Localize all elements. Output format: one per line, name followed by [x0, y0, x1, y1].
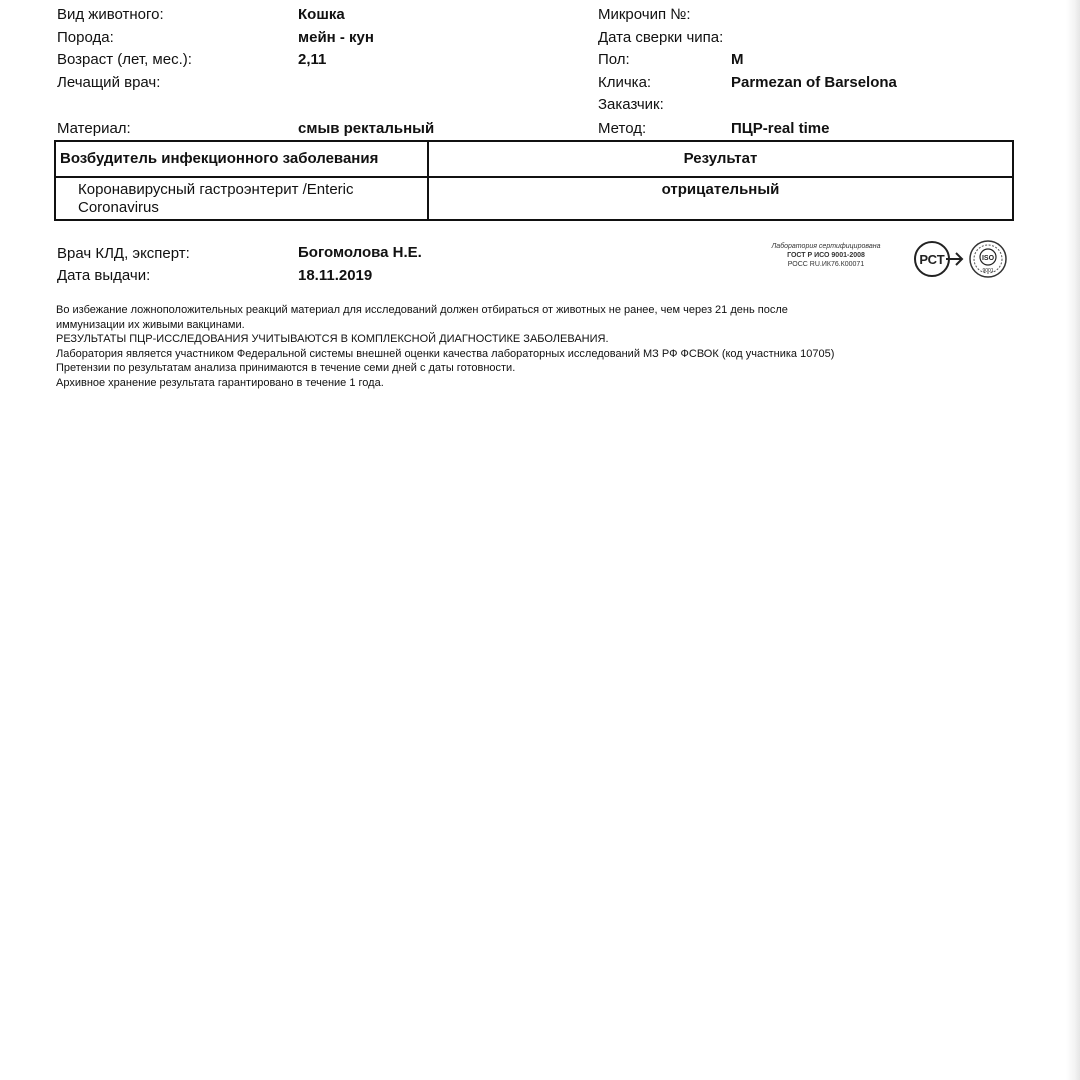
sex-label: Пол: — [598, 51, 630, 68]
breed-value: мейн - кун — [298, 29, 374, 46]
note-line: Претензии по результатам анализа принимаются в течение семи дней с даты готовности. — [56, 362, 516, 374]
result-cell: отрицательный — [428, 177, 1013, 220]
name-label: Кличка: — [598, 74, 652, 91]
issue-date-label: Дата выдачи: — [57, 267, 151, 284]
pathogen-name-line1: Коронавирусный гастроэнтерит /Enteric — [78, 181, 354, 198]
client-label: Заказчик: — [598, 96, 664, 113]
rst-logo-icon — [915, 242, 962, 276]
material-value: смыв ректальный — [298, 120, 435, 137]
species-value: Кошка — [298, 6, 345, 23]
results-table — [54, 140, 1014, 221]
table-row — [55, 177, 1013, 220]
microchip-label: Микрочип №: — [598, 6, 691, 23]
certification-text — [745, 242, 907, 269]
pathogen-name-line2: Coronavirus — [78, 199, 159, 216]
note-line: Лаборатория является участником Федеральной системы внешней оценки качества лабораторных исследований МЗ РФ ФСВОК (код участника 10705) — [56, 347, 835, 360]
material-label: Материал: — [57, 120, 131, 137]
issue-date-value: 18.11.2019 — [298, 267, 373, 284]
expert-label: Врач КЛД, эксперт: — [57, 245, 190, 262]
sex-value: М — [731, 51, 744, 68]
species-label: Вид животного: — [57, 6, 164, 23]
method-value: ПЦР-real time — [731, 120, 830, 137]
name-value: Parmezan of Barselona — [731, 74, 897, 91]
certification-block — [745, 238, 1015, 282]
method-label: Метод: — [598, 120, 647, 137]
age-label: Возраст (лет, мес.): — [57, 51, 192, 68]
breed-label: Порода: — [57, 29, 114, 46]
result-column-header: Результат — [428, 141, 1013, 177]
note-line: РЕЗУЛЬТАТЫ ПЦР-ИССЛЕДОВАНИЯ УЧИТЫВАЮТСЯ В КОМПЛЕКСНОЙ ДИАГНОСТИКЕ ЗАБОЛЕВАНИЯ. — [56, 333, 609, 345]
certification-line3: РОСС RU.ИК76.К00071 — [787, 261, 865, 268]
age-value: 2,11 — [298, 51, 327, 68]
certification-line1: Лаборатория сертифицирована — [771, 243, 881, 250]
notes-block — [56, 303, 996, 390]
certification-logos-icon — [910, 239, 1015, 279]
rst-logo-text: РСТ — [919, 252, 945, 267]
pathogen-column-header: Возбудитель инфекционного заболевания — [55, 141, 428, 177]
page-edge-shadow — [1066, 0, 1080, 1080]
iso-logo-icon — [970, 241, 1006, 277]
pathogen-cell — [55, 177, 428, 220]
iso-logo-number: 9001 — [982, 268, 994, 274]
iso-logo-text: ISO — [981, 255, 995, 262]
expert-value: Богомолова Н.Е. — [298, 244, 422, 261]
chip-check-label: Дата сверки чипа: — [598, 29, 724, 46]
vet-label: Лечащий врач: — [57, 74, 161, 91]
note-line: иммунизации их живыми вакцинами. — [56, 318, 245, 331]
certification-line2: ГОСТ Р ИСО 9001-2008 — [787, 252, 865, 259]
note-line: Архивное хранение результата гарантировано в течение 1 года. — [56, 376, 384, 389]
note-line: Во избежание ложноположительных реакций материал для исследований должен отбираться от животных не ранее, чем через 21 день после — [56, 304, 788, 316]
results-table-header — [55, 141, 1013, 177]
